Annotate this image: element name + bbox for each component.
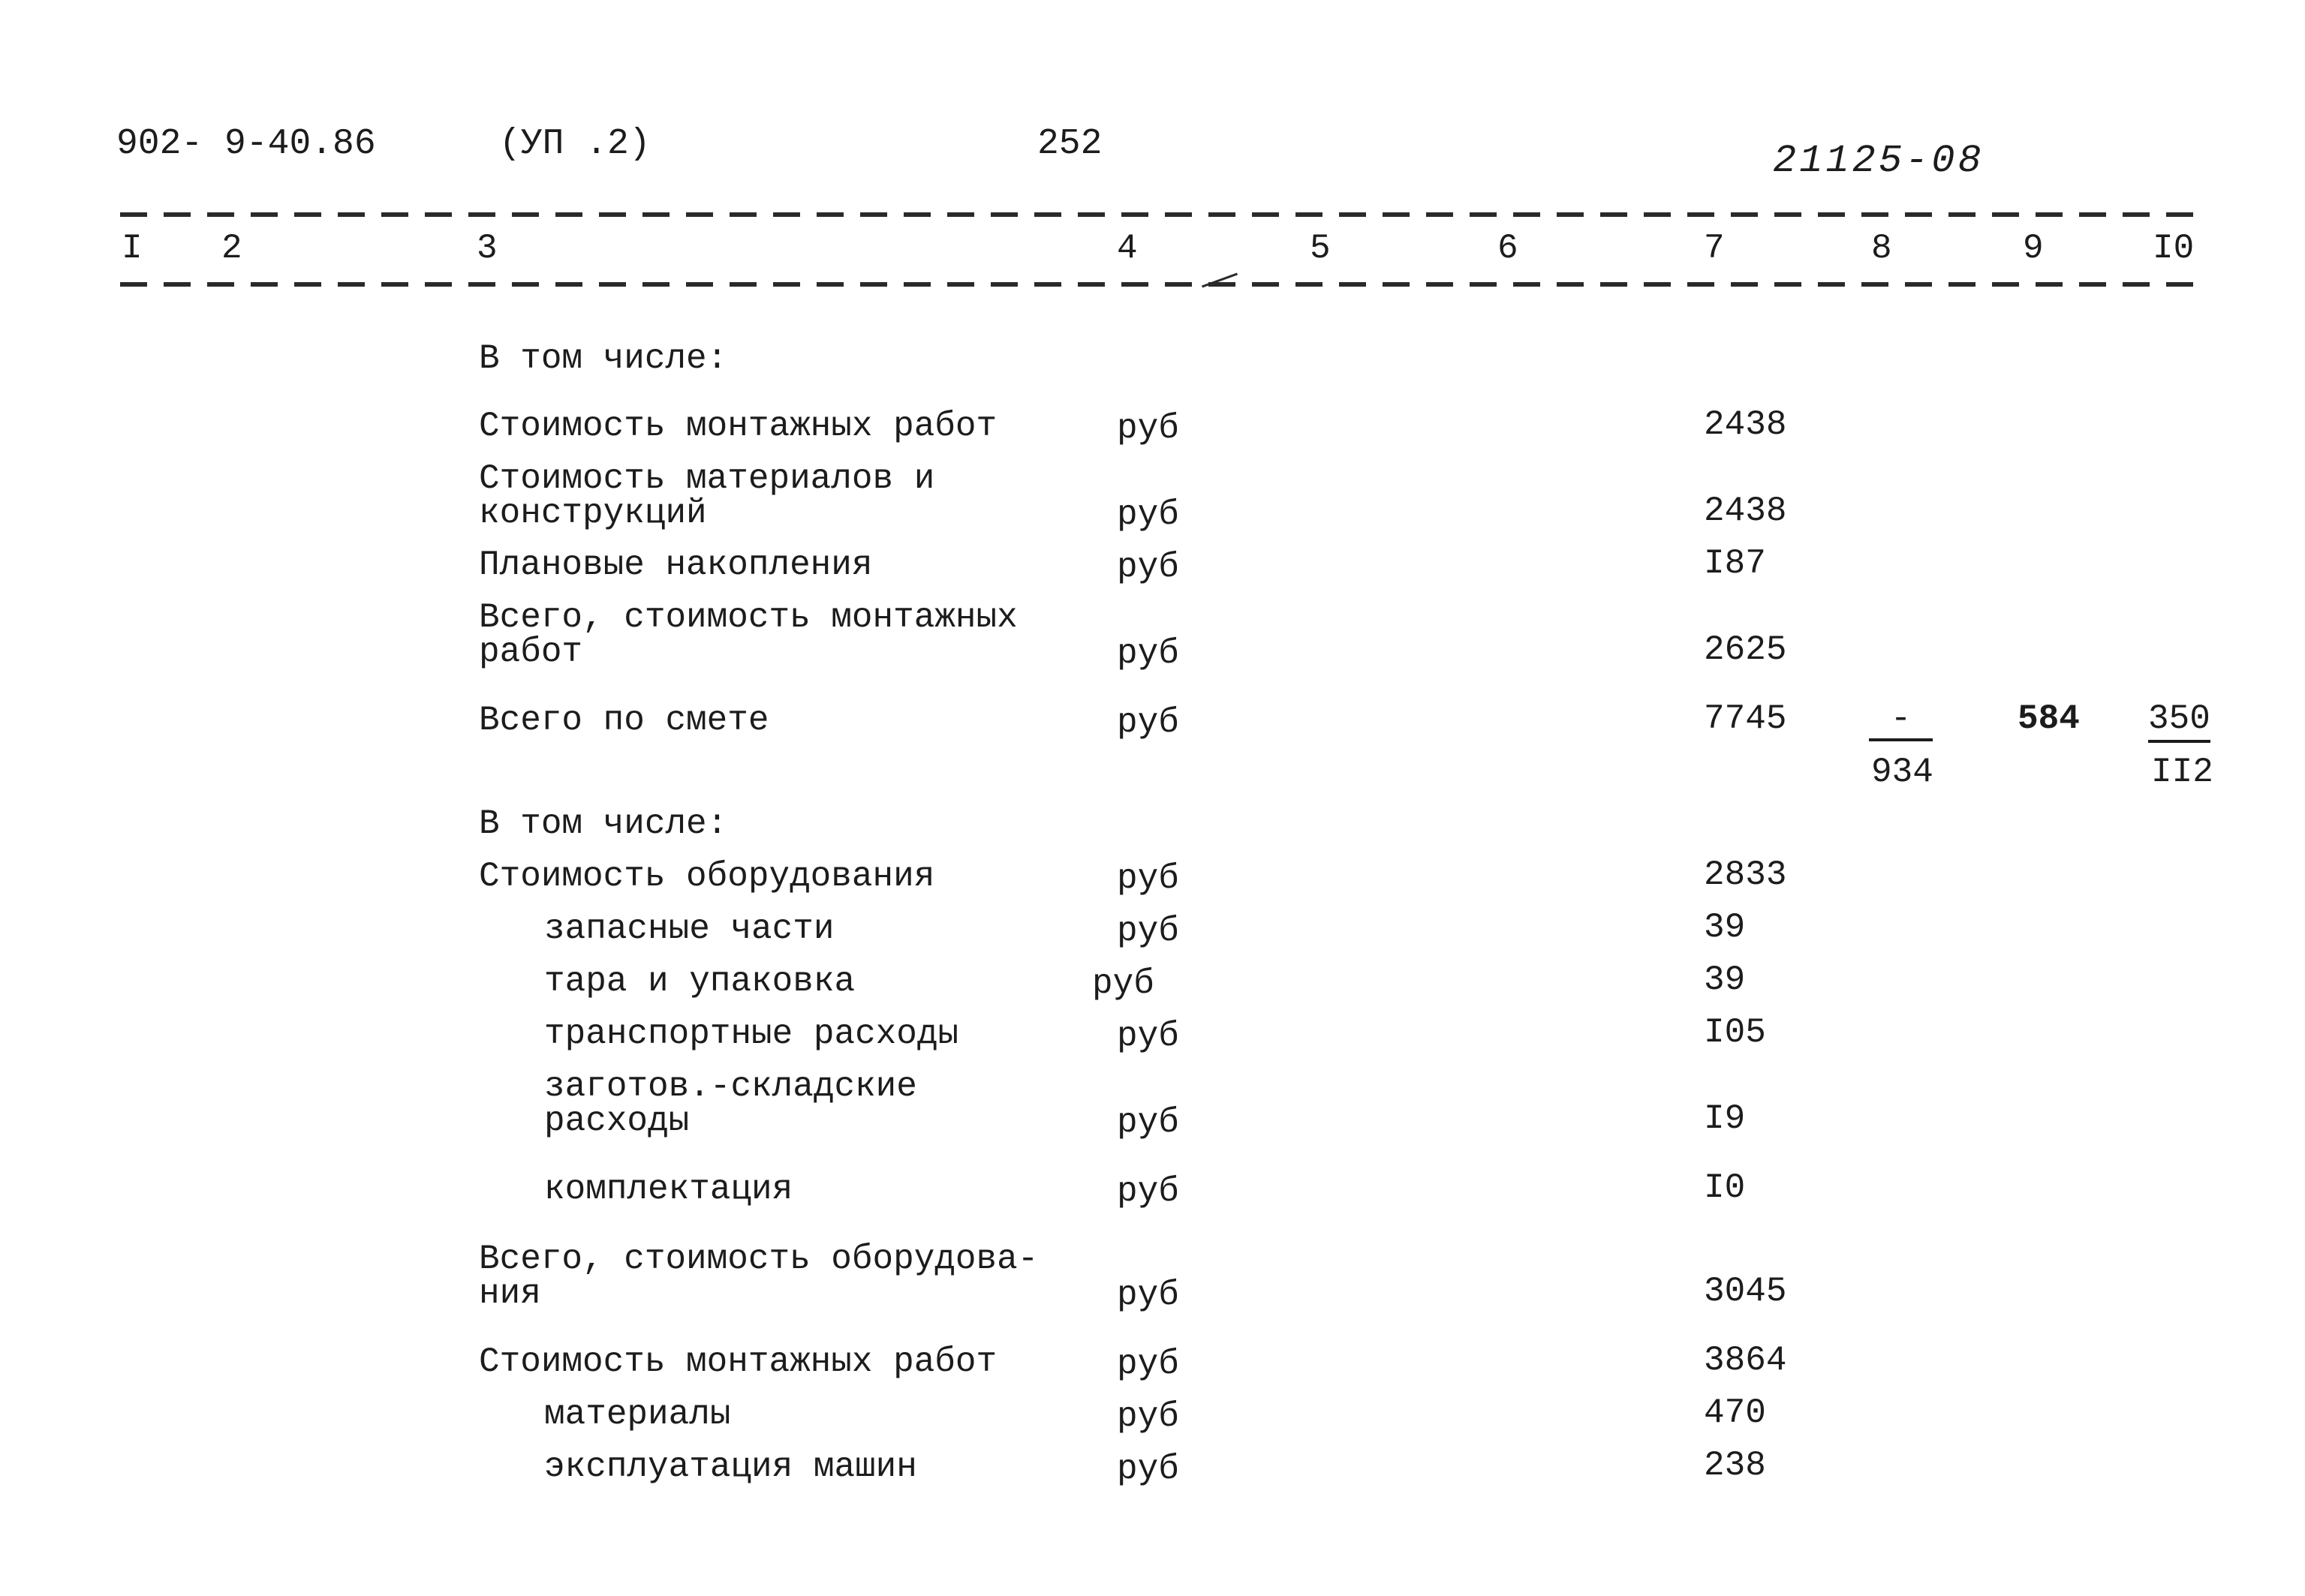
column-number-1: I [122,229,143,268]
section-heading: В том числе: [479,804,728,843]
row-unit: руб [1117,1345,1179,1384]
column-number-7: 7 [1704,229,1725,268]
row-unit: руб [1092,964,1154,1003]
row-unit: руб [1117,1017,1179,1056]
row-label: эксплуатация машин [544,1447,917,1486]
row-value: 2438 [1704,491,1787,530]
col9-value: 584 [2018,699,2080,738]
row-value: 470 [1704,1393,1766,1432]
row-label: Стоимость материалов и конструкций [479,459,935,533]
section-heading: В том числе: [479,339,728,378]
row-value: I87 [1704,544,1766,583]
row-unit: руб [1117,409,1179,448]
column-number-4: 4 [1117,229,1138,268]
row-value: 2625 [1704,630,1787,669]
column-number-9: 9 [2023,229,2044,268]
col10-numerator: 350 [2148,699,2210,743]
row-value: 7745 [1704,699,1787,738]
column-number-10: I0 [2153,229,2195,268]
document-id: 21125-08 [1773,139,1985,183]
row-label: комплектация [544,1170,793,1209]
column-number-3: 3 [477,229,498,268]
row-unit: руб [1117,1276,1179,1315]
col8-numerator-text: - [1890,699,1912,738]
row-value: 238 [1704,1446,1766,1485]
row-unit: руб [1117,703,1179,742]
header-bottom-rule [120,282,2207,287]
row-label: Плановые накопления [479,546,873,585]
row-value: I05 [1704,1013,1766,1052]
row-unit: руб [1117,1450,1179,1489]
column-number-8: 8 [1871,229,1892,268]
row-label: Всего, стоимость оборудова- ния [479,1240,1039,1313]
row-unit: руб [1117,1172,1179,1211]
col8-denominator: 934 [1871,753,1933,792]
row-unit: руб [1117,859,1179,898]
document-code: 902- 9-40.86 [116,124,376,164]
row-value: 2833 [1704,855,1787,894]
row-unit: руб [1117,634,1179,673]
row-value: I0 [1704,1168,1746,1207]
row-label: тара и упаковка [544,962,856,1001]
row-unit: руб [1117,495,1179,534]
column-number-5: 5 [1310,229,1331,268]
row-label: Стоимость монтажных работ [479,1342,998,1381]
section-code: (УП .2) [499,124,651,164]
row-label: материалы [544,1395,731,1434]
col8-numerator [1869,699,1933,741]
row-value: I9 [1704,1099,1746,1138]
row-unit: руб [1117,912,1179,951]
row-value: 39 [1704,908,1746,947]
row-unit: руб [1117,1103,1179,1142]
row-label: Всего, стоимость монтажных работ [479,598,1018,672]
row-label: Стоимость оборудования [479,857,935,896]
row-value: 39 [1704,960,1746,999]
page-number: 252 [1037,124,1103,164]
column-number-2: 2 [221,229,242,268]
row-label: Стоимость монтажных работ [479,407,998,446]
row-value: 3864 [1704,1341,1787,1380]
row-label: запасные части [544,909,835,948]
row-value: 3045 [1704,1272,1787,1311]
header-top-rule [120,212,2207,217]
col10-denominator: II2 [2151,753,2213,792]
row-label: Всего по смете [479,701,769,740]
row-label: заготов.-складские расходы [544,1067,917,1141]
column-number-6: 6 [1497,229,1518,268]
row-unit: руб [1117,548,1179,587]
row-value: 2438 [1704,405,1787,444]
row-label: транспортные расходы [544,1014,959,1053]
row-unit: руб [1117,1397,1179,1436]
